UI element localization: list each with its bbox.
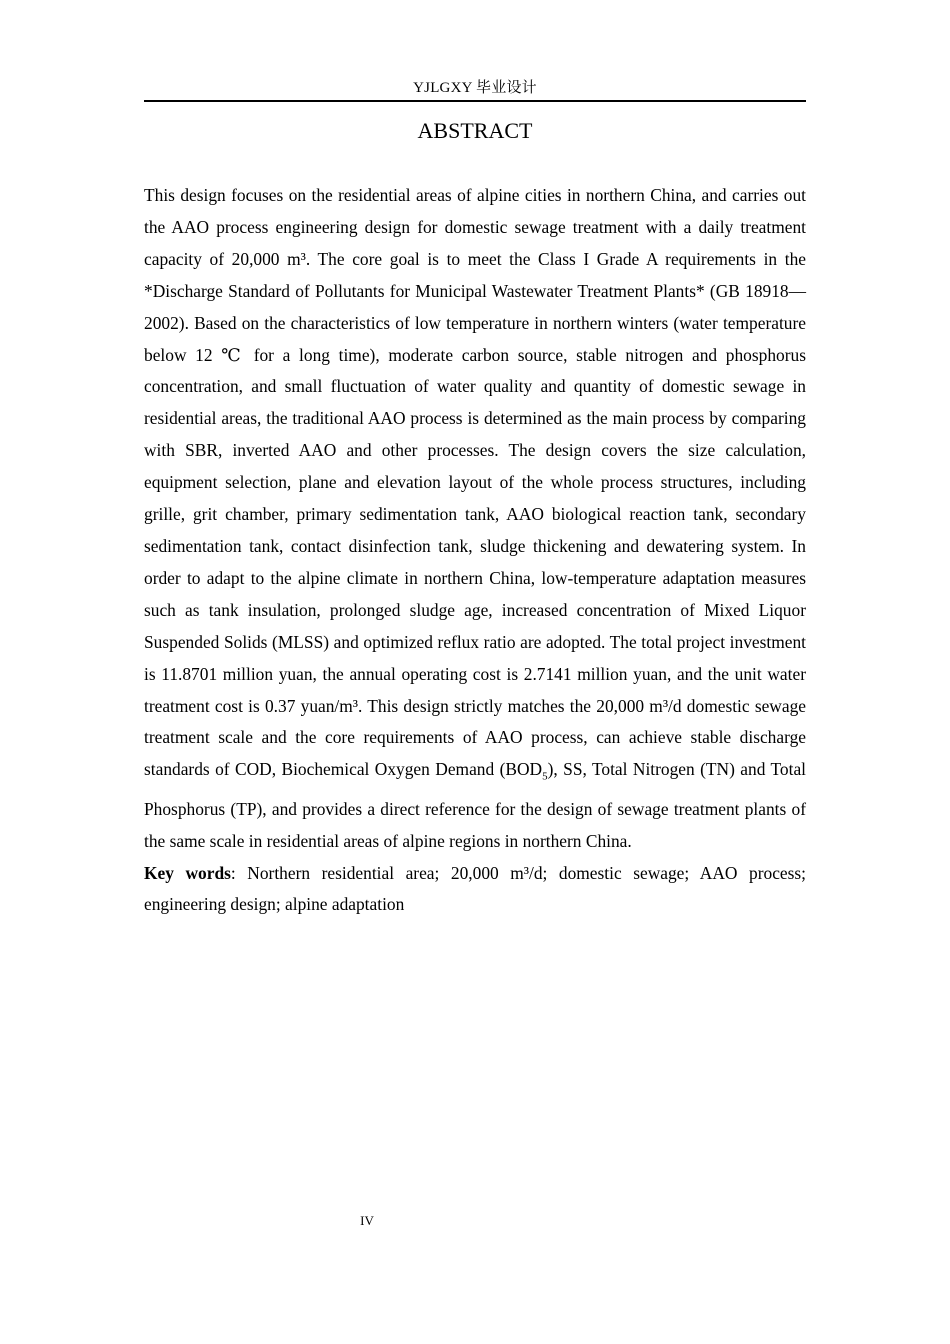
page-number: IV xyxy=(360,1213,374,1228)
keywords-paragraph xyxy=(144,858,806,922)
keywords-separator: : xyxy=(230,862,236,883)
header-rule xyxy=(144,100,806,102)
keywords-text: Northern residential area; 20,000 m³/d; domestic sewage; AAO process; engineering design; alpine adaptation xyxy=(144,862,807,915)
keywords-label: Key words xyxy=(144,862,231,883)
abstract-subscript: 5 xyxy=(542,770,548,783)
abstract-text-part1: This design focuses on the residential areas of alpine cities in northern China, and carries out the AAO process engineering design for domestic sewage treatment with a daily treatment capacity of 20,000 m³. The core goal is to meet the Class I Grade A requirements in the *Discharge Standard of Pollutants for Municipal Wastewater Treatment Plants* (GB 18918—2002). Based on the characteristics of low temperature in northern winters (water temperature below 12 ℃ for a long time), moderate carbon source, stable nitrogen and phosphorus concentration, and small fluctuation of water quality and quantity of domestic sewage in residential areas, the traditional AAO process is determined as the main process by comparing with SBR, inverted AAO and other processes. The design covers the size calculation, equipment selection, plane and elevation layout of the whole process structures, including grille, grit chamber, primary sedimentation tank, AAO biological reaction tank, secondary sedimentation tank, contact disinfection tank, sludge thickening and dewatering system. In order to adapt to the alpine climate in northern China, low-temperature adaptation measures such as tank insulation, prolonged sludge age, increased concentration of Mixed Liquor Suspended Solids (MLSS) and optimized reflux ratio are adopted. The total project investment is 11.8701 million yuan, the annual operating cost is 2.7141 million yuan, and the unit water treatment cost is 0.37 yuan/m³. This design strictly matches the 20,000 m³/d domestic sewage treatment scale and the core requirements of AAO process, can achieve stable discharge standards of COD, Biochemical Oxygen Demand (BOD xyxy=(144,185,806,780)
abstract-title: ABSTRACT xyxy=(417,118,533,143)
abstract-text-part2: ), SS, Total Nitrogen (TN) and Total Phosphorus (TP), and provides a direct reference for the design of sewage treatment plants of the same scale in residential areas of alpine regions in northern China. xyxy=(144,759,806,851)
running-header: YJLGXY 毕业设计 xyxy=(413,80,537,96)
abstract-paragraph xyxy=(144,180,806,858)
abstract-body xyxy=(144,180,806,921)
